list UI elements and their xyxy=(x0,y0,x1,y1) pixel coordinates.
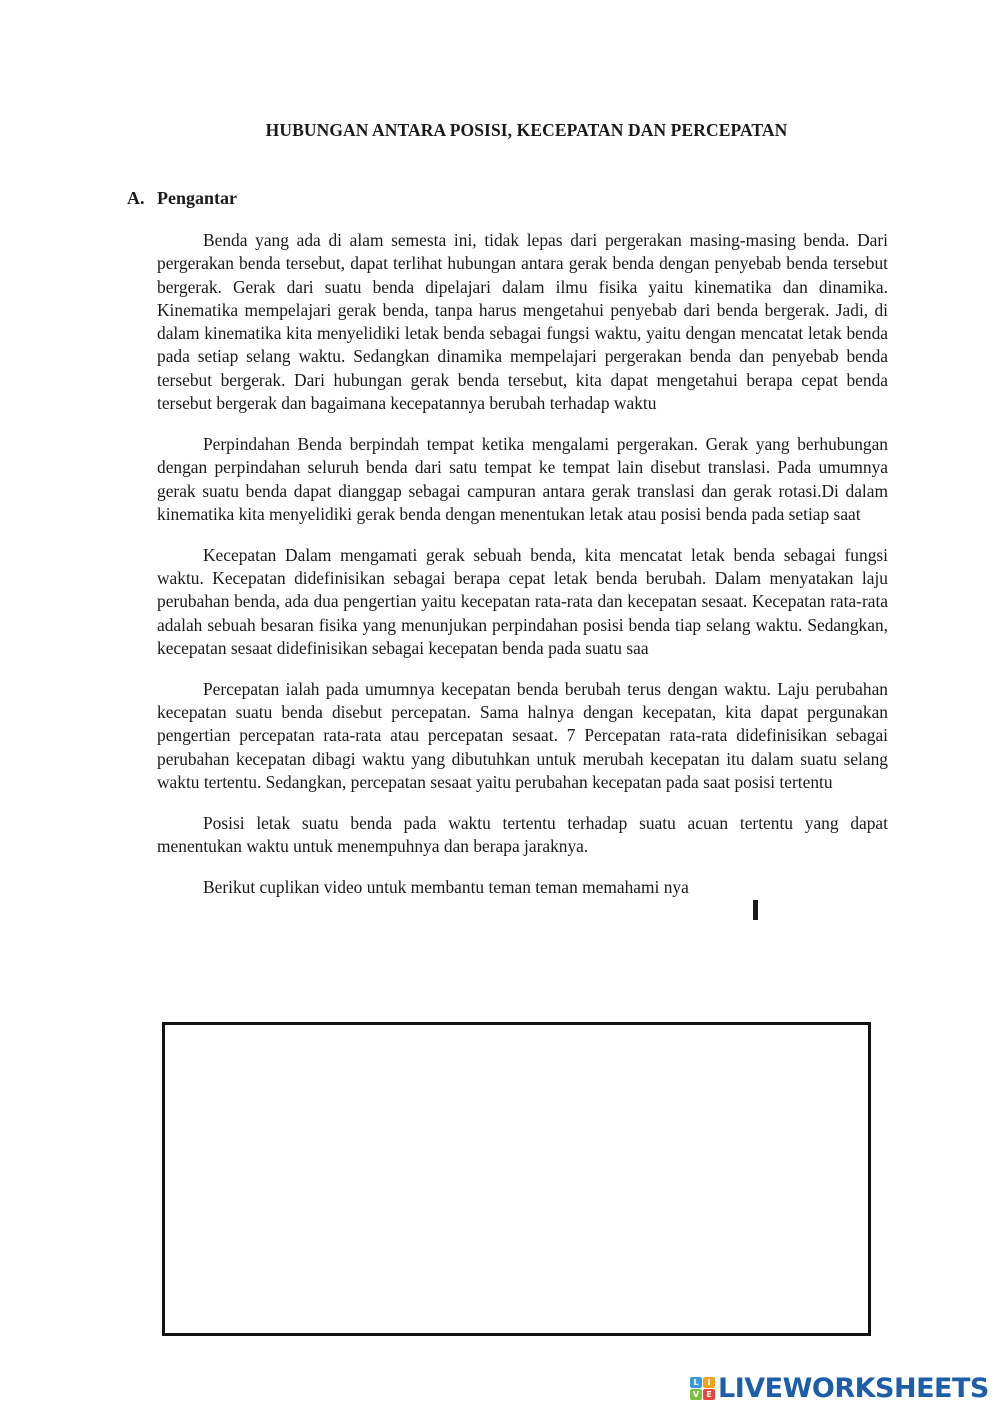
logo-letter-e: E xyxy=(703,1389,715,1400)
logo-letter-i: I xyxy=(703,1377,715,1388)
liveworksheets-icon xyxy=(690,1377,715,1400)
logo-letter-v: V xyxy=(690,1389,702,1400)
paragraph-percepatan: Percepatan ialah pada umumnya kecepatan benda berubah terus dengan waktu. Laju perubahan kecepatan suatu benda disebut percepatan. Sama halnya dengan kecepatan, kita dapat pergunakan pengertian percepatan rata-rata atau percepatan sesaat. 7 Percepatan rata-rata didefinisikan sebagai perubahan kecepatan dibagi waktu yang dibutuhkan untuk merubah kecepatan itu dalam suatu selang waktu tertentu. Sedangkan, percepatan sesaat yaitu perubahan kecepatan pada saat posisi tertentu xyxy=(157,678,888,793)
brand-name: LIVEWORKSHEETS xyxy=(718,1372,989,1404)
logo-letter-l: L xyxy=(690,1377,702,1388)
paragraph-video-intro: Berikut cuplikan video untuk membantu teman teman memahami nya xyxy=(203,877,689,898)
paragraph-posisi: Posisi letak suatu benda pada waktu tertentu terhadap suatu acuan tertentu yang dapat menentukan waktu untuk menempuhnya dan berapa jaraknya. xyxy=(157,812,888,857)
text-cursor-icon xyxy=(753,900,758,920)
section-title: Pengantar xyxy=(157,188,237,208)
page-title: HUBUNGAN ANTARA POSISI, KECEPATAN DAN PERCEPATAN xyxy=(265,120,788,140)
video-placeholder[interactable] xyxy=(162,1022,871,1336)
body-text xyxy=(157,229,888,917)
section-heading xyxy=(127,188,237,209)
paragraph-perpindahan: Perpindahan Benda berpindah tempat ketika mengalami pergerakan. Gerak yang berhubungan dengan perpindahan seluruh benda dari satu tempat ke tempat lain disebut translasi. Pada umumnya gerak suatu benda dapat dianggap sebagai campuran antara gerak translasi dan gerak rotasi.Di dalam kinematika kita menyelidiki gerak benda dengan menentukan letak atau posisi benda pada setiap saat xyxy=(157,433,888,524)
paragraph-introduction: Benda yang ada di alam semesta ini, tidak lepas dari pergerakan masing-masing benda. Dari pergerakan benda tersebut, dapat terlihat hubungan antara gerak benda dengan penyebab benda tersebut bergerak. Gerak dari suatu benda dipelajari dalam ilmu fisika yaitu kinematika dan dinamika. Kinematika mempelajari gerak benda, tanpa harus mengetahui penyebab dari benda bergerak. Jadi, di dalam kinematika kita menyelidiki letak benda sebagai fungsi waktu, yaitu dengan mencatat letak benda pada setiap selang waktu. Sedangkan dinamika mempelajari pergerakan benda dan penyebab benda tersebut bergerak. Dari hubungan gerak benda tersebut, kita dapat mengetahui berapa cepat benda tersebut bergerak dan bagaimana kecepatannya berubah terhadap waktu xyxy=(157,230,888,414)
section-number: A. xyxy=(127,188,145,208)
paragraph-kecepatan: Kecepatan Dalam mengamati gerak sebuah benda, kita mencatat letak benda sebagai fungsi waktu. Kecepatan didefinisikan sebagai berapa cepat letak benda berubah. Dalam menyatakan laju perubahan benda, ada dua pengertian yaitu kecepatan rata-rata dan kecepatan sesaat. Kecepatan rata-rata adalah sebuah besaran fisika yang menunjukan perpindahan posisi benda tiap selang waktu. Sedangkan, kecepatan sesaat didefinisikan sebagai kecepatan benda pada suatu saa xyxy=(157,544,888,658)
liveworksheets-logo[interactable] xyxy=(690,1372,989,1404)
